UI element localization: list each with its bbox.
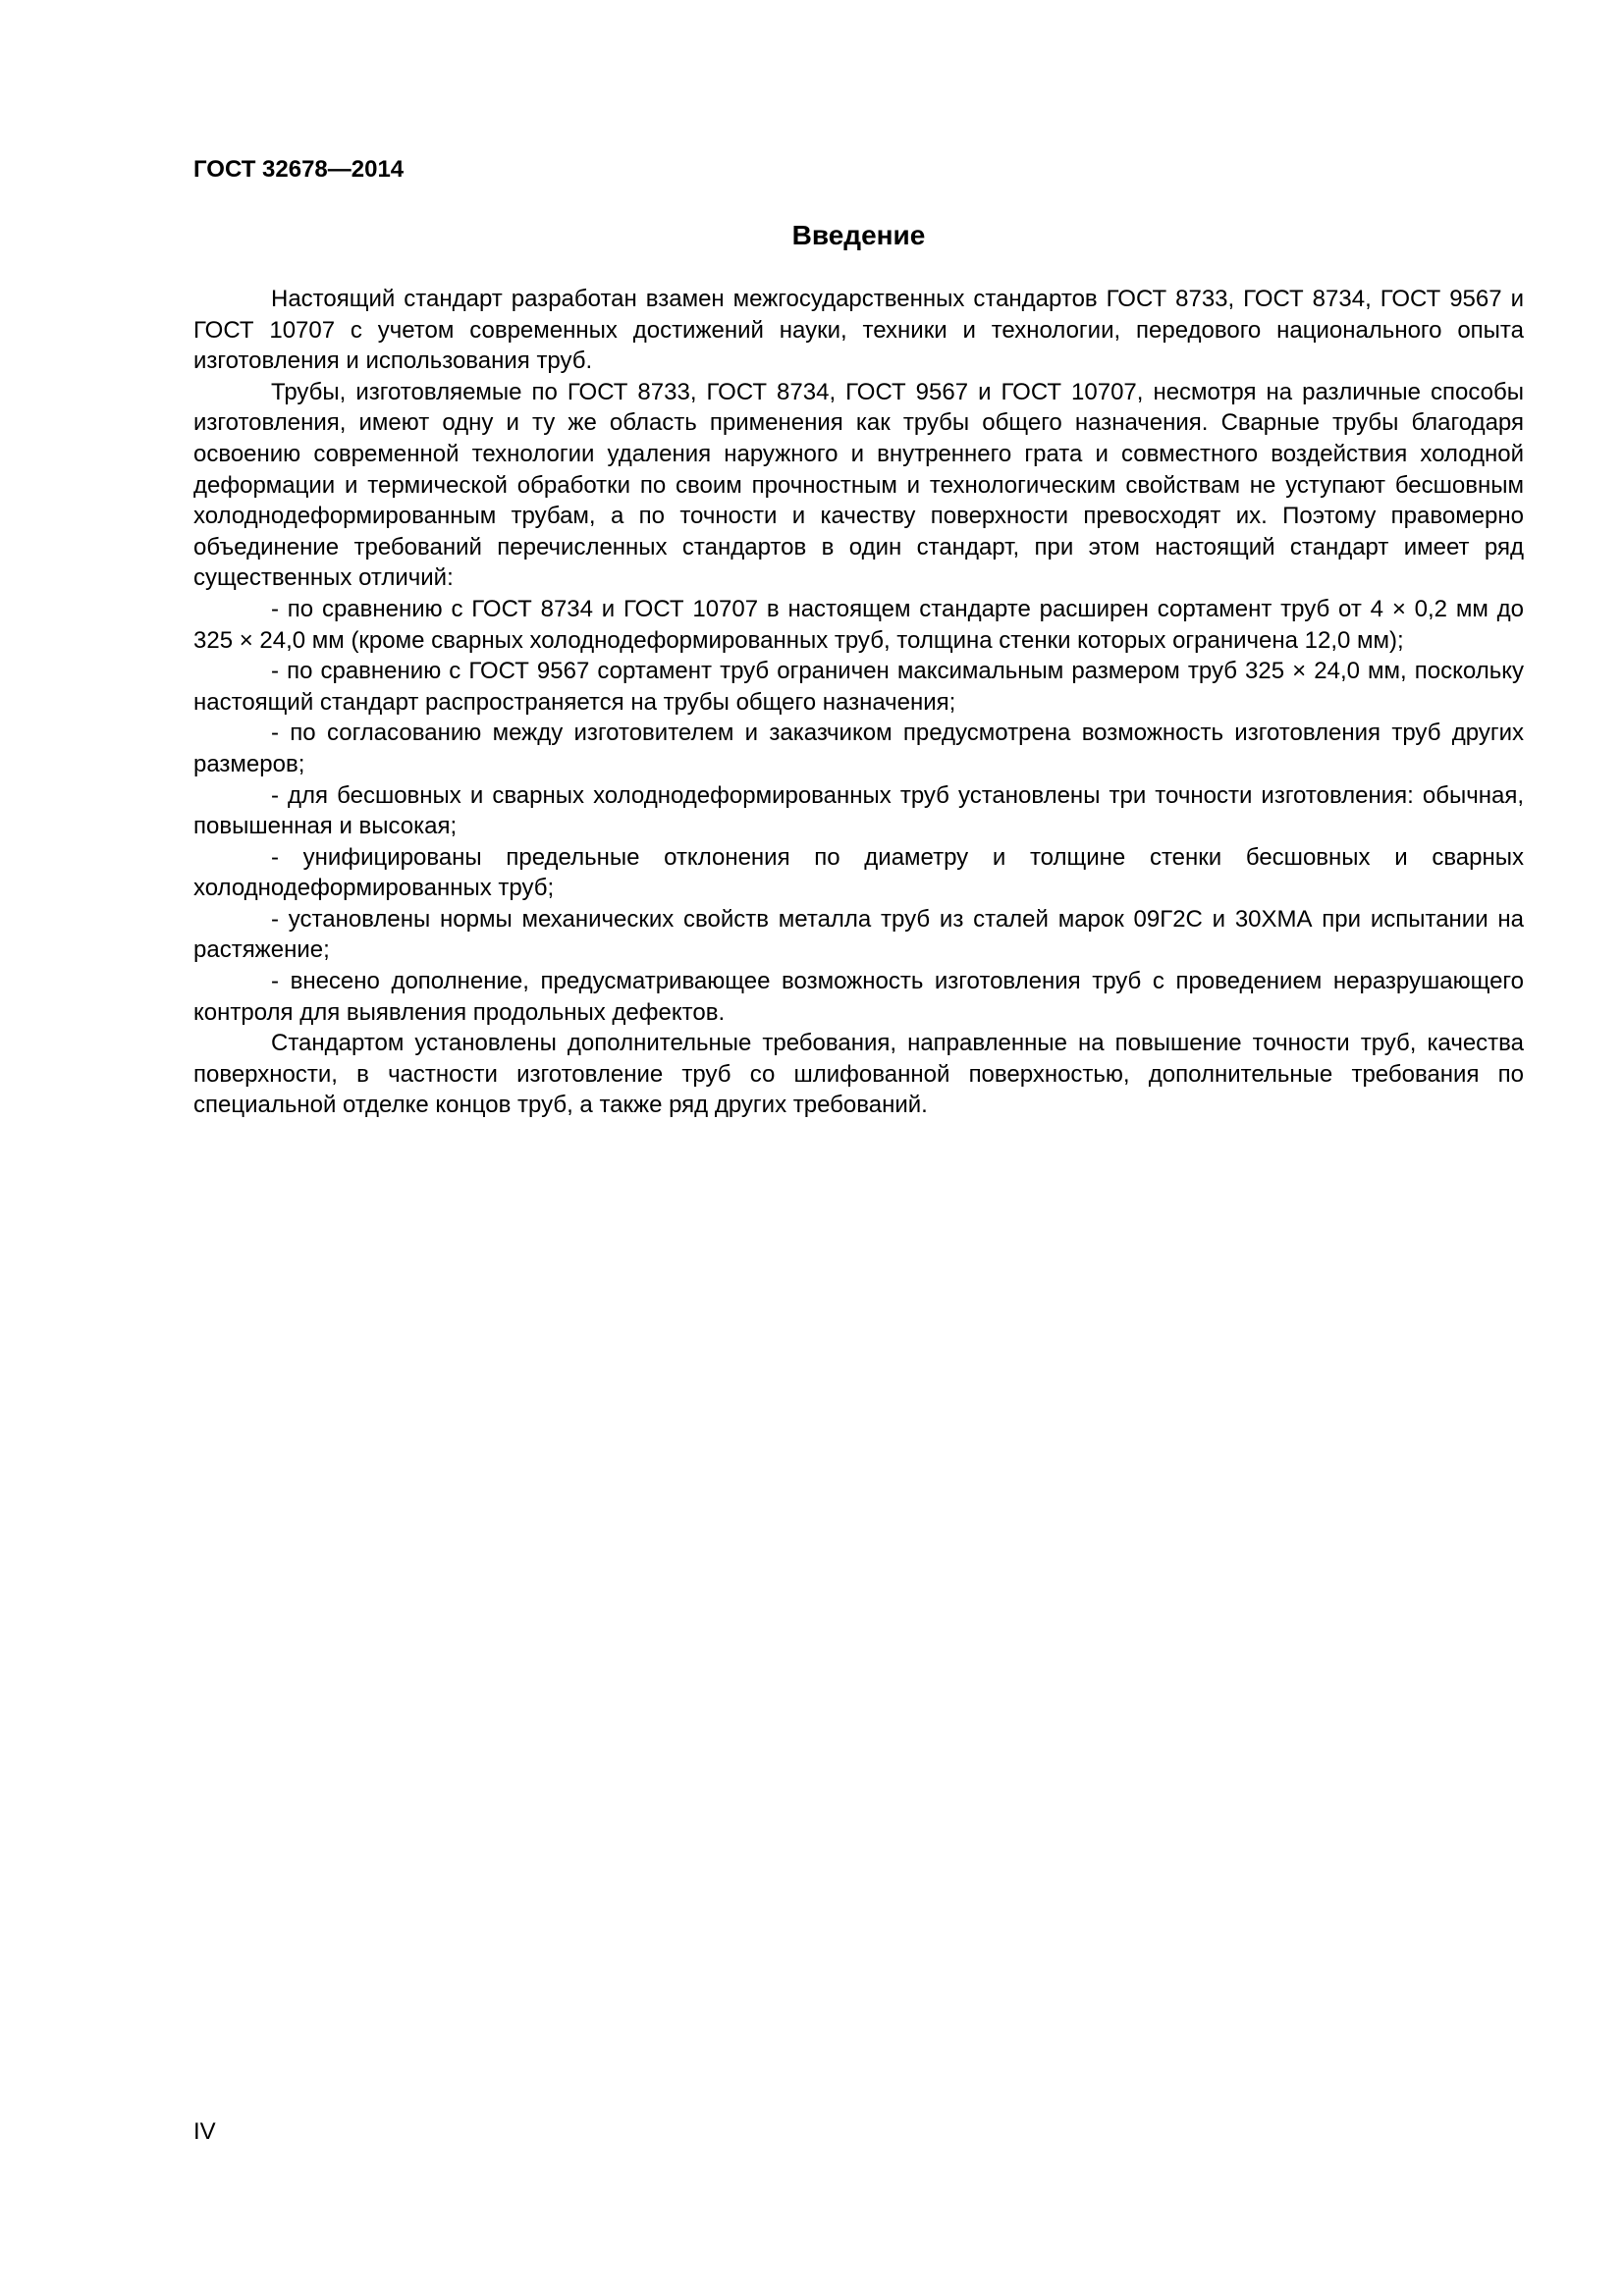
list-item-nondestructive-testing: - внесено дополнение, предусматривающее возможность изготовления труб с проведением неразрушающего контроля для выявления продольных дефектов.: [193, 968, 1524, 1026]
list-item-unified-tolerances: - унифицированы предельные отклонения по диаметру и толщине стенки бесшовных и сварных холоднодеформированных труб;: [193, 843, 1524, 902]
list-item-assortment-expansion: - по сравнению с ГОСТ 8734 и ГОСТ 10707 в настоящем стандарте расширен сортамент труб от 4 × 0,2 мм до 325 × 24,0 мм (кроме сварных холоднодеформированных труб, толщина стенки которых ограничена 12,0 мм);: [193, 595, 1524, 654]
paragraph-intro: Настоящий стандарт разработан взамен межгосударственных стандартов ГОСТ 8733, ГОСТ 8734, ГОСТ 9567 и ГОСТ 10707 с учетом современных достижений науки, техники и технологии, передового национального опыта изготовления и использования труб.: [193, 286, 1524, 375]
introduction-body: [193, 284, 1524, 1121]
list-item-assortment-limit: - по сравнению с ГОСТ 9567 сортамент труб ограничен максимальным размером труб 325 × 24,0 мм, поскольку настоящий стандарт распространяется на трубы общего назначения;: [193, 658, 1524, 716]
list-item-other-sizes: - по согласованию между изготовителем и заказчиком предусмотрена возможность изготовления труб других размеров;: [193, 720, 1524, 777]
list-item-mechanical-properties: - установлены нормы механических свойств металла труб из сталей марок 09Г2С и 30ХМА при испытании на растяжение;: [193, 905, 1524, 964]
list-item-precision-classes: - для бесшовных и сварных холоднодеформированных труб установлены три точности изготовления: обычная, повышенная и высокая;: [193, 781, 1524, 840]
section-title: Введение: [791, 220, 926, 250]
page-number: IV: [193, 2118, 216, 2145]
paragraph-additional-requirements: Стандартом установлены дополнительные требования, направленные на повышение точности труб, качества поверхности, в частности изготовление труб со шлифованной поверхностью, дополнительные требования по специальной отделке концов труб, а также ряд других требований.: [193, 1030, 1524, 1119]
paragraph-rationale: Трубы, изготовляемые по ГОСТ 8733, ГОСТ 8734, ГОСТ 9567 и ГОСТ 10707, несмотря на различные способы изготовления, имеют одну и ту же область применения как трубы общего назначения. Сварные трубы благодаря освоению современной технологии удаления наружного и внутреннего грата и совместного воздействия холодной деформации и термической обработки по своим прочностным и технологическим свойствам не уступают бесшовным холоднодеформированным трубам, а по точности и качеству поверхности превосходят их. Поэтому правомерно объединение требований перечисленных стандартов в один стандарт, при этом настоящий стандарт имеет ряд существенных отличий:: [193, 378, 1524, 592]
document-header: ГОСТ 32678—2014: [193, 156, 405, 183]
